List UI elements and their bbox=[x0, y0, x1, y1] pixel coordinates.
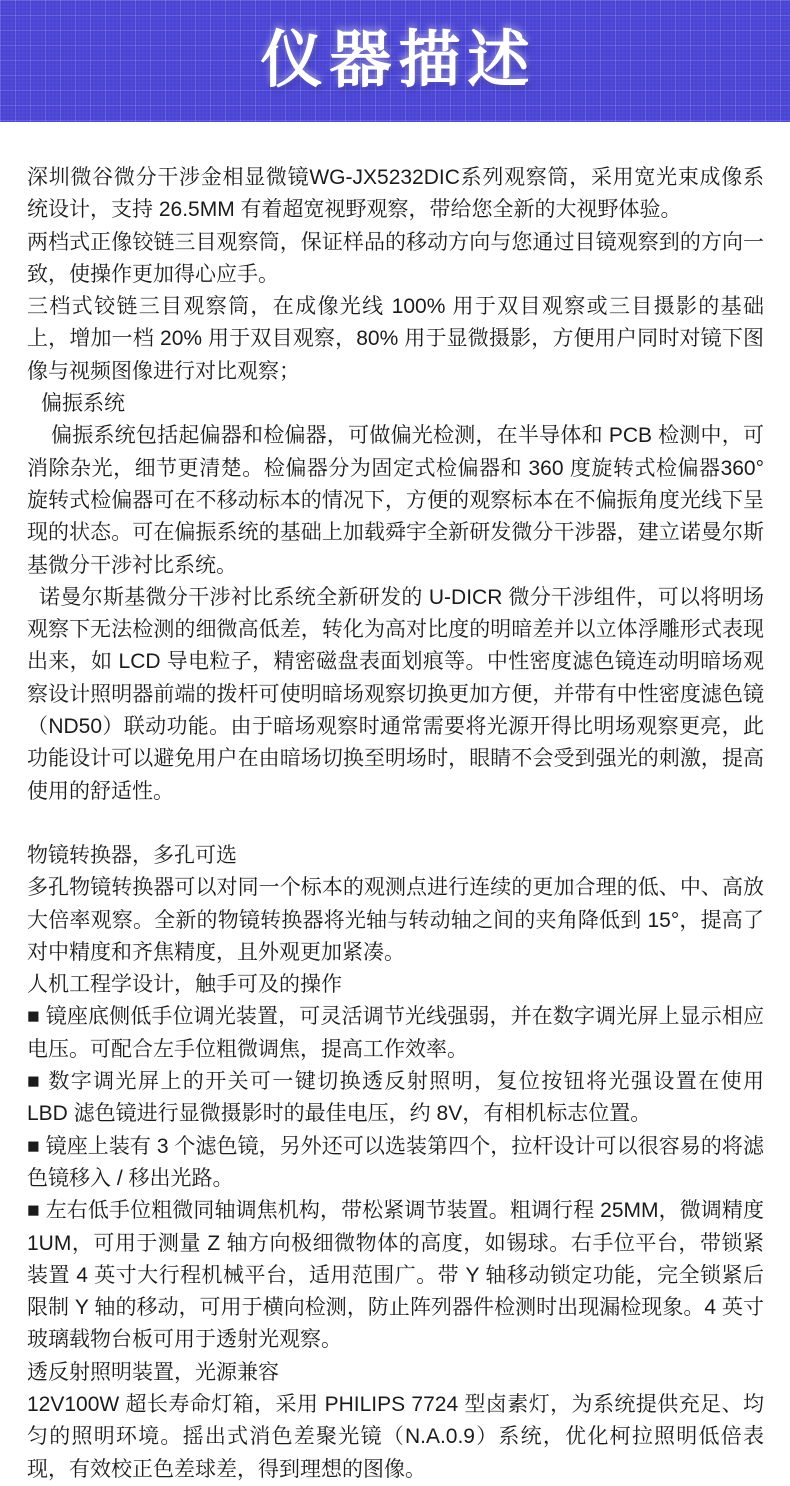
paragraph: 诺曼尔斯基微分干涉衬比系统全新研发的 U-DICR 微分干涉组件，可以将明场观察下无法检测的细微高低差，转化为高对比度的明暗差并以立体浮雕形式表现出来，如 LCD 导电粒子，精密磁盘表面划痕等。中性密度滤色镜连动明暗场观察设计照明器前端的拨杆可使明暗场观察切换更加方便，并带有中性密度滤色镜（ND50）联动功能。由于暗场观察时通常需要将光源开得比明场观察更亮，此功能设计可以避免用户在由暗场切换至明场时，眼睛不会受到强光的刺激，提高使用的舒适性。 bbox=[27, 585, 764, 803]
paragraph: ■ 左右低手位粗微同轴调焦机构，带松紧调节装置。粗调行程 25MM，微调精度 1UM，可用于测量 Z 轴方向极细微物体的高度，如锡球。右手位平台，带锁紧装置 4 英寸大行程机械平台，适用范围广。带 Y 轴移动锁定功能，完全锁紧后限制 Y 轴的移动，可用于横向检测，防止阵列器件检测时出现漏检现象。4 英寸玻璃载物台板可用于透射光观察。 bbox=[27, 1199, 764, 1352]
paragraph: 偏振系统包括起偏器和检偏器，可做偏光检测，在半导体和 PCB 检测中，可消除杂光，细节更清楚。检偏器分为固定式检偏器和 360 度旋转式检偏器360°旋转式检偏器可在不移动标本的情况下，方便的观察标本在不偏振角度光线下呈现的状态。可在偏振系统的基础上加载舜宇全新研发微分干涉器，建立诺曼尔斯基微分干涉衬比系统。 bbox=[27, 424, 764, 577]
paragraph: ■ 镜座上装有 3 个滤色镜，另外还可以选装第四个，拉杆设计可以很容易的将滤色镜移入 / 移出光路。 bbox=[27, 1134, 764, 1190]
page-title: 仪器描述 bbox=[260, 26, 537, 95]
paragraph: 透反射照明装置，光源兼容 bbox=[27, 1360, 279, 1384]
paragraph: 两档式正像铰链三目观察筒，保证样品的移动方向与您通过目镜观察到的方向一致，使操作更加得心应手。 bbox=[27, 230, 764, 286]
paragraph: ■ 数字调光屏上的开关可一键切换透反射照明，复位按钮将光强设置在使用 LBD 滤色镜进行显微摄影时的最佳电压，约 8V，有相机标志位置。 bbox=[27, 1070, 764, 1126]
paragraph: 偏振系统 bbox=[41, 392, 125, 416]
paragraph: 12V100W 超长寿命灯箱，采用 PHILIPS 7724 型卤素灯，为系统提供充足、均匀的照明环境。摇出式消色差聚光镜（N.A.0.9）系统，优化柯拉照明低倍表现，有效校正色差球差，得到理想的图像。 bbox=[27, 1392, 764, 1481]
paragraph: 三档式铰链三目观察筒，在成像光线 100% 用于双目观察或三目摄影的基础上，增加一档 20% 用于双目观察，80% 用于显微摄影，方便用户同时对镜下图像与视频图像进行对比观察； bbox=[27, 295, 764, 383]
paragraph: 深圳微谷微分干涉金相显微镜WG-JX5232DIC系列观察筒，采用宽光束成像系统设计，支持 26.5MM 有着超宽视野观察，带给您全新的大视野体验。 bbox=[27, 166, 764, 222]
paragraph: 人机工程学设计，触手可及的操作 bbox=[27, 973, 342, 997]
paragraph: 多孔物镜转换器可以对同一个标本的观测点进行连续的更加合理的低、中、高放大倍率观察。全新的物镜转换器将光轴与转动轴之间的夹角降低到 15°，提高了对中精度和齐焦精度，且外观更加紧凑。 bbox=[27, 876, 764, 964]
paragraph: ■ 镜座底侧低手位调光装置，可灵活调节光线强弱，并在数字调光屏上显示相应电压。可配合左手位粗微调焦，提高工作效率。 bbox=[27, 1005, 764, 1061]
section-header-banner bbox=[0, 0, 790, 122]
instrument-description-text bbox=[0, 122, 790, 1486]
paragraph: 物镜转换器，多孔可选 bbox=[27, 843, 237, 867]
